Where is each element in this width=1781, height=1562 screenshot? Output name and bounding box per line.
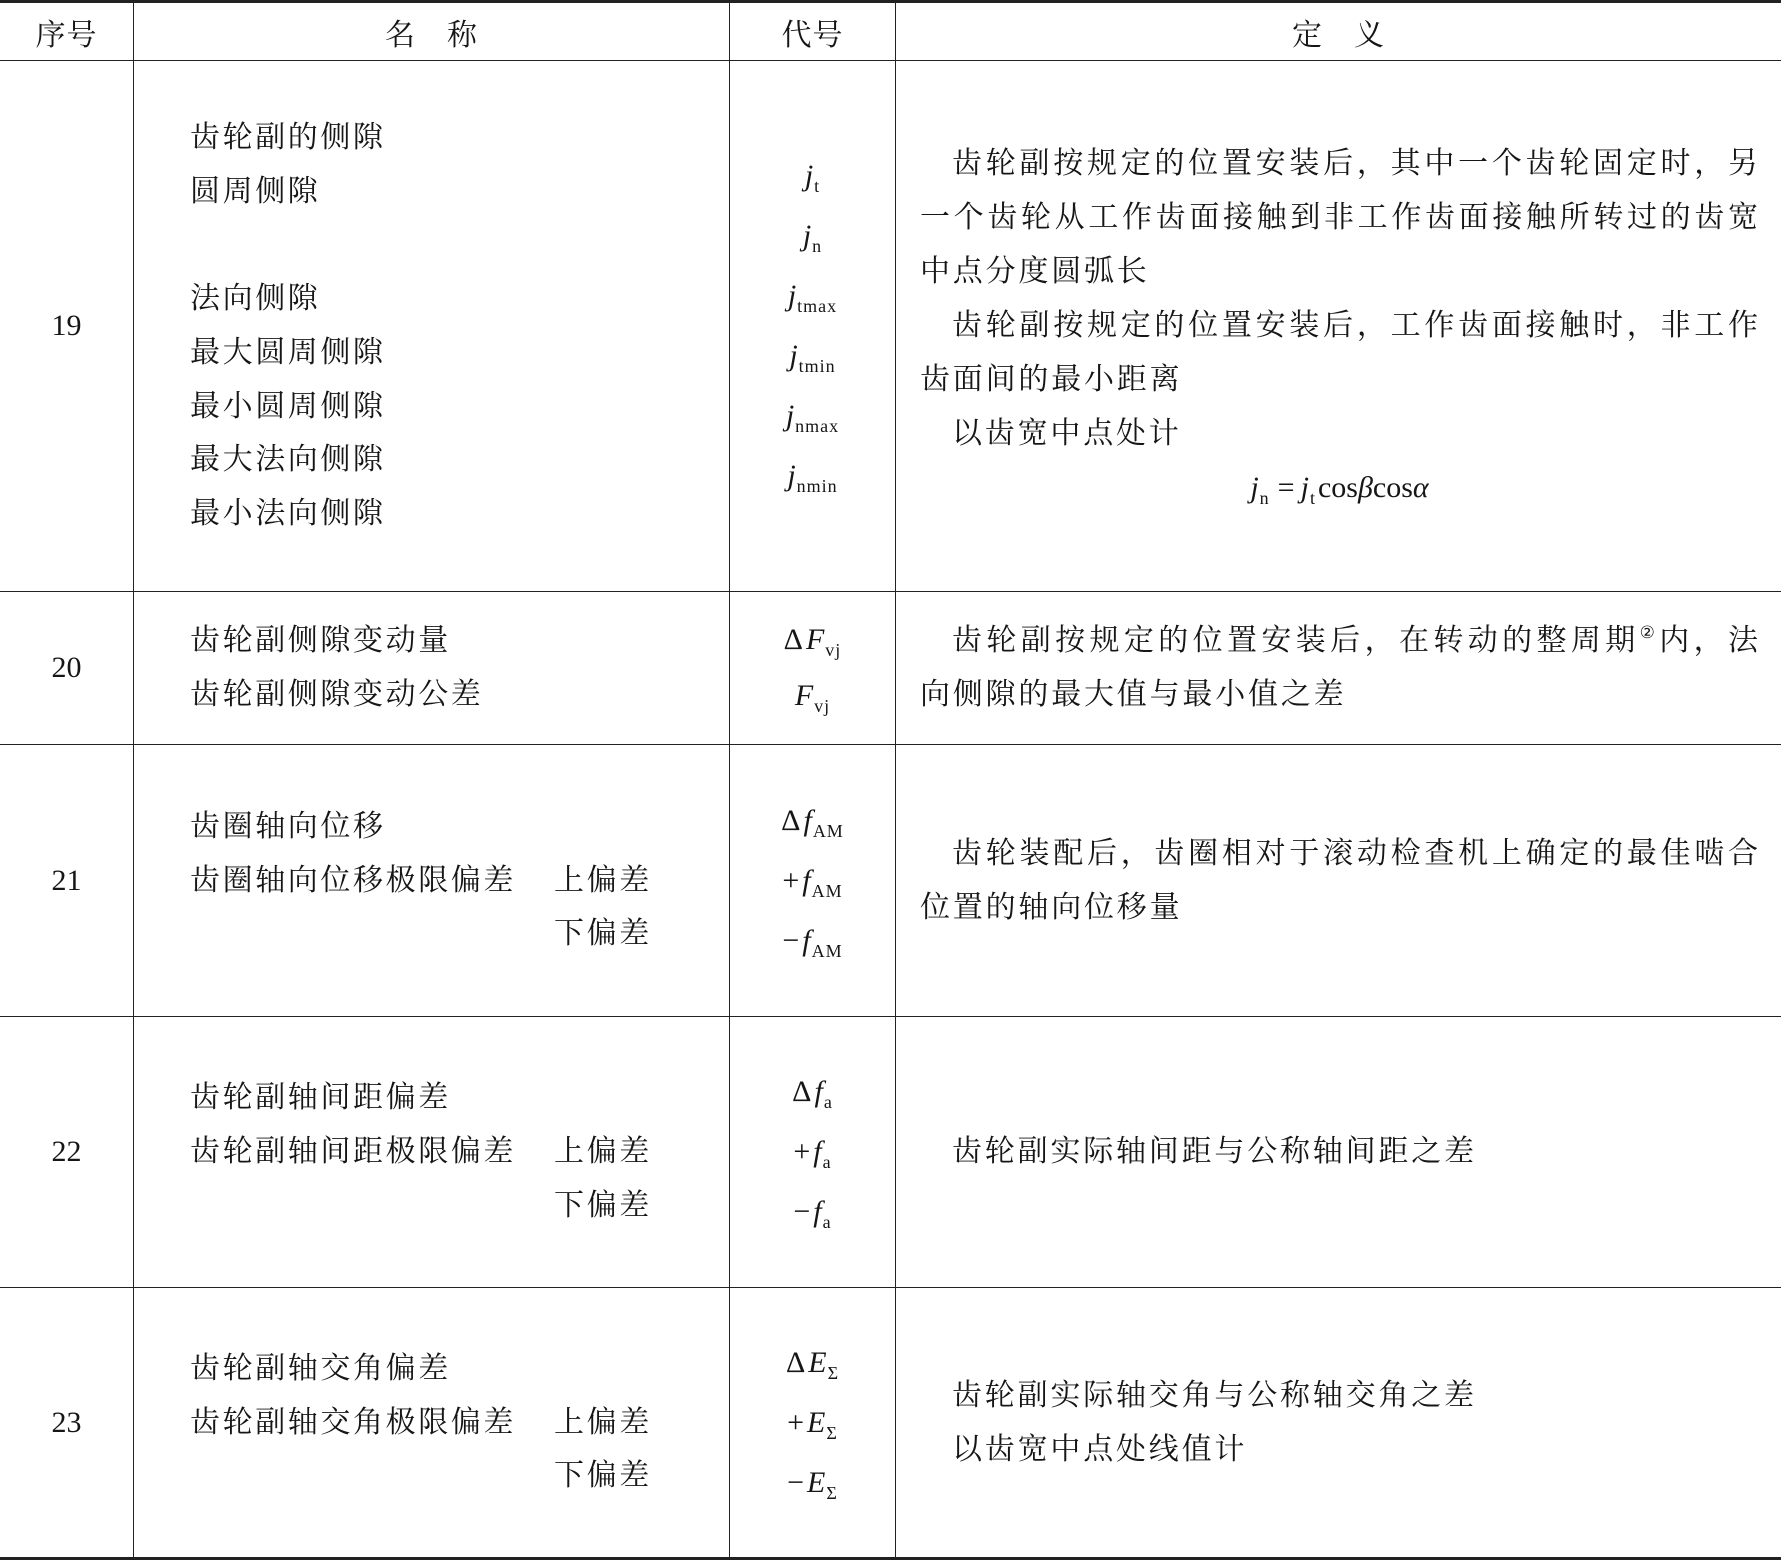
- deviation-label-lower: 下偏差: [554, 916, 652, 952]
- table-row: [0, 1288, 1781, 1557]
- term-name-line: [190, 1125, 729, 1179]
- symbol-prefix: Δ: [781, 803, 801, 837]
- term-name: 最小圆周侧隙: [190, 388, 386, 424]
- term-name-line: [190, 907, 729, 961]
- symbol-prefix: Δ: [792, 1075, 812, 1108]
- symbol-subscript: n: [812, 236, 823, 256]
- row-number: 20: [51, 651, 82, 684]
- symbol: [782, 911, 842, 971]
- symbol-subscript: vj: [814, 696, 831, 716]
- row-number: 21: [51, 863, 82, 897]
- term-name: 最大圆周侧隙: [190, 335, 386, 370]
- term-name: 齿轮副侧隙变动公差: [190, 677, 484, 712]
- definition-line: [920, 614, 1759, 668]
- symbol-subscript: t: [814, 176, 821, 196]
- name-cell: [134, 61, 729, 591]
- definition-line: 以齿宽中点处线值计: [952, 1431, 1248, 1467]
- term-name: 齿轮副轴间距极限偏差: [190, 1134, 516, 1170]
- symbol-prefix: Δ: [783, 623, 803, 656]
- symbol-base: E: [807, 1465, 826, 1499]
- definition-text: 内，法: [1659, 623, 1759, 658]
- symbol-subscript: AM: [811, 940, 843, 961]
- definition-line: 中点分度圆弧长: [920, 254, 1150, 289]
- definition-text: 齿轮副按规定的位置安装后，在转动的整周期: [952, 623, 1640, 658]
- symbol-base: j: [787, 459, 796, 492]
- symbol-subscript: a: [822, 1152, 832, 1172]
- term-name: 齿圈轴向位移: [190, 808, 386, 844]
- symbol-subscript: AM: [812, 820, 844, 841]
- symbol: [805, 146, 820, 206]
- symbol-prefix: +: [782, 863, 800, 897]
- row-number: 19: [51, 309, 82, 342]
- name-cell: [134, 1288, 729, 1557]
- symbol: [784, 612, 842, 668]
- symbol-base: E: [808, 1345, 827, 1379]
- symbol: [787, 446, 837, 506]
- term-name: 法向侧隙: [190, 281, 321, 317]
- term-name: 齿轮副轴间距偏差: [190, 1080, 451, 1116]
- symbol-base: E: [807, 1405, 826, 1439]
- formula: [920, 461, 1759, 515]
- definition-cell: [896, 745, 1781, 1016]
- header-no: 序号: [35, 17, 98, 53]
- term-name: 齿轮副侧隙变动量: [190, 623, 451, 659]
- symbol-prefix: +: [793, 1135, 811, 1168]
- symbol-cell: [730, 1288, 895, 1557]
- symbol-cell: [730, 61, 895, 591]
- table-row: [0, 61, 1781, 591]
- row-number: 23: [51, 1405, 82, 1439]
- row-number-cell: [0, 1017, 133, 1287]
- symbol-subscript: a: [823, 1092, 833, 1112]
- definition-line: 齿轮装配后，齿圈相对于滚动检查机上确定的最佳啮合: [952, 835, 1759, 871]
- deviation-label-upper: 上偏差: [554, 1404, 652, 1440]
- definition-cell: [896, 1288, 1781, 1557]
- definition-line: 向侧隙的最大值与最小值之差: [920, 677, 1347, 712]
- table-header: [0, 3, 1781, 60]
- symbol-subscript: Σ: [826, 1482, 838, 1503]
- header-cell-name: [134, 3, 729, 60]
- header-cell-definition: [896, 3, 1781, 60]
- symbol-cell: [730, 1017, 895, 1287]
- table-row: [0, 745, 1781, 1016]
- table-row: [0, 592, 1781, 744]
- definition-line: 齿轮副按规定的位置安装后，其中一个齿轮固定时，另: [952, 146, 1759, 181]
- header-cell-symbol: [730, 3, 895, 60]
- name-cell: [134, 592, 729, 744]
- symbol: [792, 1062, 833, 1122]
- formula-lhs-base: j: [1250, 471, 1259, 504]
- symbol-cell: [730, 745, 895, 1016]
- symbol-base: f: [802, 863, 811, 897]
- formula-lhs-subscript: n: [1259, 488, 1270, 508]
- row-number-cell: [0, 1288, 133, 1557]
- symbol-subscript: vj: [825, 640, 842, 660]
- symbol-base: f: [802, 923, 811, 957]
- symbol-prefix: Δ: [785, 1345, 806, 1379]
- symbol-subscript: a: [822, 1212, 832, 1232]
- deviation-label-upper: 上偏差: [554, 1134, 652, 1170]
- row-number-cell: [0, 61, 133, 591]
- symbol: [782, 851, 842, 911]
- term-name-line: [190, 1179, 729, 1233]
- header-name: 名 称: [385, 17, 478, 53]
- symbol-base: j: [804, 159, 814, 192]
- symbol: [787, 1393, 838, 1453]
- header-symbol: 代号: [781, 17, 844, 53]
- header-definition: 定 义: [1292, 17, 1385, 53]
- symbol: [793, 1182, 831, 1242]
- symbol-base: j: [787, 279, 797, 312]
- name-cell: [134, 1017, 729, 1287]
- symbol-base: F: [794, 679, 814, 712]
- symbol-base: F: [805, 623, 825, 656]
- term-name-line: [190, 1396, 729, 1450]
- deviation-label-lower: 下偏差: [554, 1187, 652, 1223]
- symbol-subscript: tmin: [798, 356, 836, 376]
- term-name-line: [190, 854, 729, 908]
- definition-cell: [896, 61, 1781, 591]
- term-name: 最小法向侧隙: [190, 496, 386, 532]
- symbol-base: f: [813, 1135, 822, 1168]
- symbol-base: f: [803, 803, 812, 837]
- definition-cell: [896, 1017, 1781, 1287]
- symbol: [795, 668, 830, 724]
- term-name: 最大法向侧隙: [190, 442, 386, 478]
- symbol-subscript: Σ: [827, 1362, 840, 1383]
- symbol-prefix: −: [793, 1195, 811, 1228]
- formula-equals: =: [1277, 471, 1295, 504]
- formula-function: cos: [1317, 471, 1358, 504]
- term-name: 齿轮副的侧隙: [190, 120, 386, 156]
- symbol-subscript: AM: [811, 880, 843, 901]
- symbol-prefix: +: [787, 1405, 805, 1439]
- symbol: [786, 386, 839, 446]
- definition-line: 一个齿轮从工作齿面接触到非工作齿面接触所转过的齿宽: [920, 200, 1759, 235]
- symbol: [786, 1333, 839, 1393]
- formula-rhs-base: j: [1300, 471, 1309, 504]
- formula-rhs-subscript: t: [1309, 488, 1316, 508]
- symbol: [787, 1453, 838, 1513]
- symbol-base: f: [813, 1195, 822, 1228]
- definition-cell: [896, 592, 1781, 744]
- definition-line: 齿面间的最小距离: [920, 362, 1183, 397]
- symbol-subscript: nmin: [796, 476, 838, 496]
- symbol-base: f: [814, 1075, 823, 1108]
- symbol-subscript: nmax: [795, 416, 840, 436]
- row-number-cell: [0, 592, 133, 744]
- symbol-prefix: −: [782, 923, 800, 957]
- definition-line: 位置的轴向位移量: [920, 889, 1183, 925]
- term-name: 圆周侧隙: [190, 173, 321, 209]
- symbol: [781, 791, 844, 851]
- symbol: [789, 326, 835, 386]
- symbol-base: j: [789, 339, 798, 372]
- symbol-subscript: tmax: [797, 296, 838, 316]
- symbol-prefix: −: [787, 1465, 805, 1499]
- header-cell-no: [0, 3, 133, 60]
- formula-angle: α: [1412, 471, 1429, 504]
- definition-line: 齿轮副实际轴间距与公称轴间距之差: [952, 1134, 1477, 1169]
- row-number-cell: [0, 745, 133, 1016]
- formula-angle: β: [1357, 471, 1373, 504]
- blank-line: [190, 219, 729, 273]
- footnote-marker: ②: [1639, 623, 1660, 643]
- term-name: 齿圈轴向位移极限偏差: [190, 862, 516, 898]
- symbol: [788, 266, 837, 326]
- symbol-subscript: Σ: [826, 1422, 838, 1443]
- table-row: [0, 1017, 1781, 1287]
- term-name-line: [190, 1449, 729, 1503]
- term-name: 齿轮副轴交角偏差: [190, 1350, 451, 1386]
- symbol: [793, 1122, 831, 1182]
- symbol-cell: [730, 592, 895, 744]
- formula-function: cos: [1372, 471, 1413, 504]
- symbol-base: j: [802, 219, 812, 252]
- definition-line: 以齿宽中点处计: [952, 416, 1182, 451]
- name-cell: [134, 745, 729, 1016]
- deviation-label-lower: 下偏差: [554, 1458, 652, 1494]
- symbol: [803, 206, 822, 266]
- definition-line: 齿轮副实际轴交角与公称轴交角之差: [952, 1377, 1477, 1413]
- definition-line: 齿轮副按规定的位置安装后，工作齿面接触时，非工作: [952, 308, 1759, 343]
- term-name: 齿轮副轴交角极限偏差: [190, 1404, 516, 1440]
- symbol-base: j: [785, 399, 795, 432]
- deviation-label-upper: 上偏差: [554, 862, 652, 898]
- row-number: 22: [51, 1135, 82, 1168]
- table-bottom-border: [0, 1557, 1781, 1560]
